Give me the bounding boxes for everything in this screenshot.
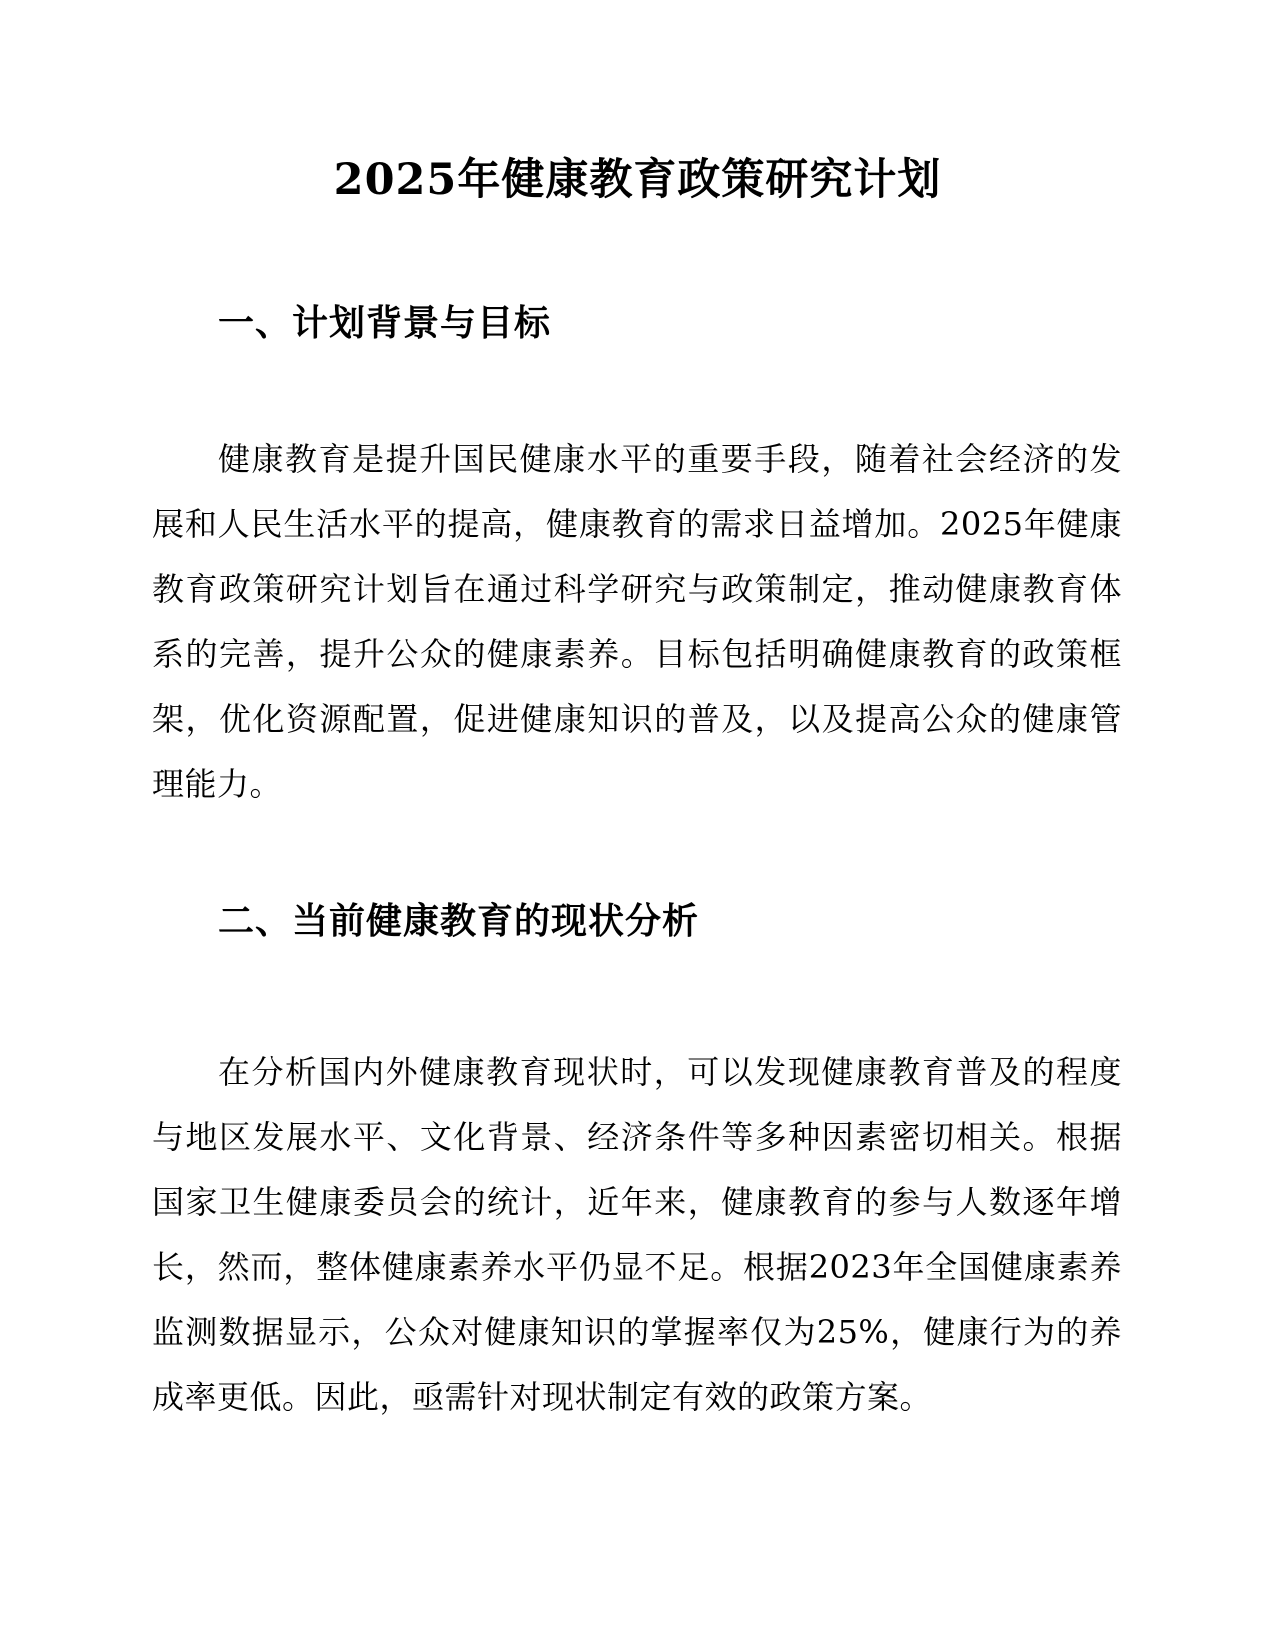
section-heading-background-goals: 一、计划背景与目标 xyxy=(218,302,552,344)
section-heading-status-analysis: 二、当前健康教育的现状分析 xyxy=(218,900,700,942)
paragraph-background-goals: 健康教育是提升国民健康水平的重要手段，随着社会经济的发展和人民生活水平的提高，健康教育的需求日益增加。2025年健康教育政策研究计划旨在通过科学研究与政策制定，推动健康教育体系的完善，提升公众的健康素养。目标包括明确健康教育的政策框架，优化资源配置，促进健康知识的普及，以及提高公众的健康管理能力。 xyxy=(152,440,1122,803)
page-title: 2025年健康教育政策研究计划 xyxy=(333,155,942,205)
paragraph-status-analysis: 在分析国内外健康教育现状时，可以发现健康教育普及的程度与地区发展水平、文化背景、经济条件等多种因素密切相关。根据国家卫生健康委员会的统计，近年来，健康教育的参与人数逐年增长，然而，整体健康素养水平仍显不足。根据2023年全国健康素养监测数据显示，公众对健康知识的掌握率仅为25%，健康行为的养成率更低。因此，亟需针对现状制定有效的政策方案。 xyxy=(152,1053,1122,1416)
